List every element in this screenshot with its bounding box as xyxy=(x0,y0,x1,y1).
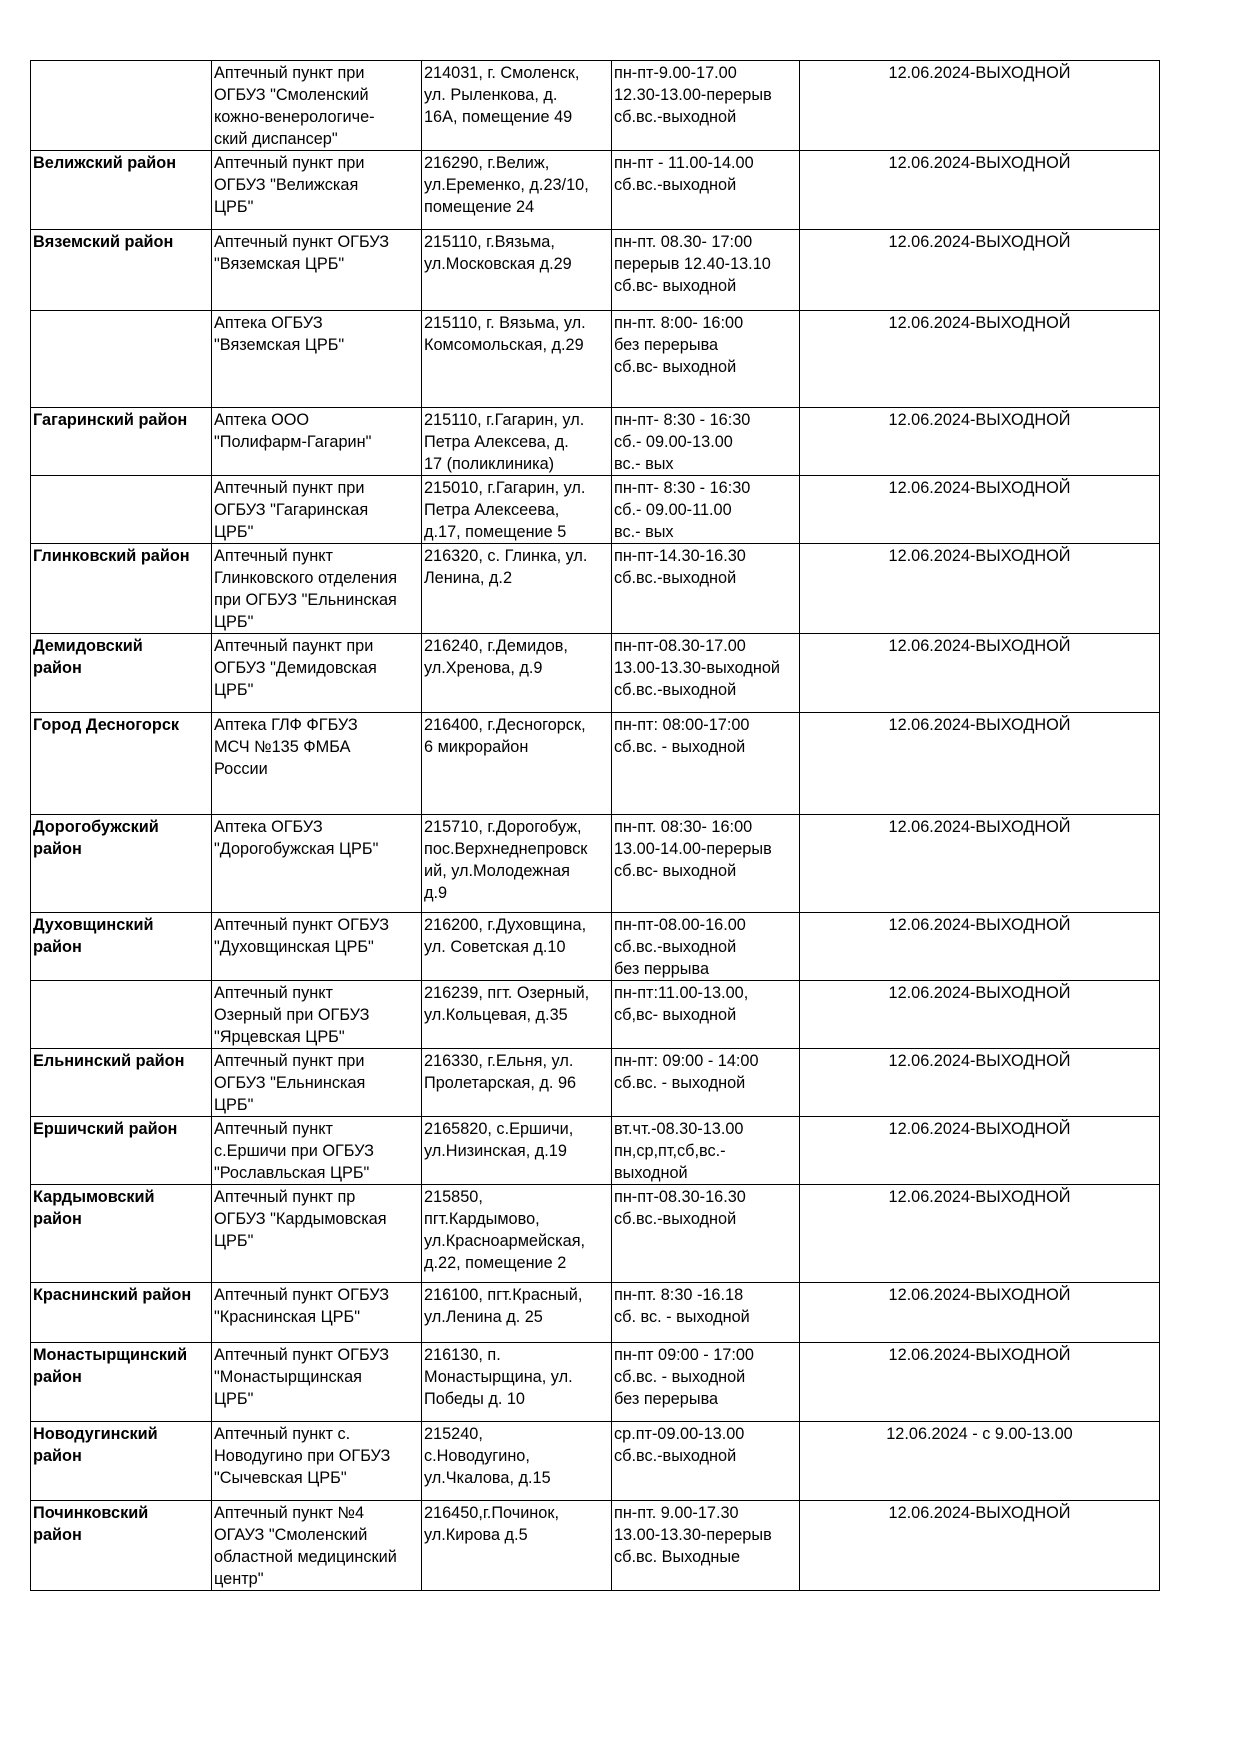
district-cell xyxy=(31,1343,212,1422)
district-text: Гагаринский район xyxy=(33,411,188,429)
pharmacy-name-text: Аптечный пункт ОГБУЗ "Монастырщинская ЦРБ" xyxy=(214,1346,390,1408)
holiday-note-cell xyxy=(800,1422,1160,1501)
pharmacy-name-text: Аптечный пункт ОГБУЗ "Краснинская ЦРБ" xyxy=(214,1286,390,1326)
table-row xyxy=(31,1117,1160,1185)
district-text: Краснинский район xyxy=(33,1286,192,1304)
holiday-note-text: 12.06.2024-ВЫХОДНОЙ xyxy=(888,154,1071,172)
holiday-note-text: 12.06.2024 - с 9.00-13.00 xyxy=(886,1425,1073,1443)
pharmacy-name-cell xyxy=(212,981,422,1049)
address-cell xyxy=(422,815,612,913)
address-text: 2165820, с.Ершичи, ул.Низинская, д.19 xyxy=(424,1120,574,1160)
district-text: Духовщинский район xyxy=(33,916,154,956)
working-hours-cell xyxy=(612,981,800,1049)
holiday-note-text: 12.06.2024-ВЫХОДНОЙ xyxy=(888,984,1071,1002)
district-cell xyxy=(31,913,212,981)
pharmacy-name-text: Аптечный пункт при ОГБУЗ "Велижская ЦРБ" xyxy=(214,154,365,216)
holiday-note-cell xyxy=(800,815,1160,913)
address-cell xyxy=(422,1117,612,1185)
district-text: Починковский район xyxy=(33,1504,149,1544)
address-text: 216320, с. Глинка, ул. Ленина, д.2 xyxy=(424,547,588,587)
district-text: Кардымовский район xyxy=(33,1188,155,1228)
district-cell xyxy=(31,230,212,311)
district-cell xyxy=(31,61,212,151)
address-text: 214031, г. Смоленск, ул. Рыленкова, д. 16А, помещение 49 xyxy=(424,64,580,126)
address-text: 216239, пгт. Озерный, ул.Кольцевая, д.35 xyxy=(424,984,590,1024)
address-text: 215010, г.Гагарин, ул. Петра Алексеева, д.17, помещение 5 xyxy=(424,479,586,541)
holiday-note-text: 12.06.2024-ВЫХОДНОЙ xyxy=(888,64,1071,82)
address-text: 215110, г.Вязьма, ул.Московская д.29 xyxy=(424,233,572,273)
district-text: Велижский район xyxy=(33,154,177,172)
district-cell xyxy=(31,1501,212,1591)
working-hours-cell xyxy=(612,815,800,913)
address-cell xyxy=(422,544,612,634)
working-hours-text: пн-пт:11.00-13.00, сб,вс- выходной xyxy=(614,984,749,1024)
table-row xyxy=(31,1049,1160,1117)
holiday-note-cell xyxy=(800,230,1160,311)
pharmacy-name-text: Аптека ГЛФ ФГБУЗ МСЧ №135 ФМБА России xyxy=(214,716,358,778)
table-row xyxy=(31,230,1160,311)
pharmacy-name-cell xyxy=(212,1049,422,1117)
holiday-note-cell xyxy=(800,1185,1160,1283)
holiday-note-text: 12.06.2024-ВЫХОДНОЙ xyxy=(888,916,1071,934)
holiday-note-cell xyxy=(800,408,1160,476)
district-cell xyxy=(31,476,212,544)
district-text: Ершичский район xyxy=(33,1120,178,1138)
table-row xyxy=(31,1422,1160,1501)
pharmacy-name-cell xyxy=(212,408,422,476)
address-text: 216100, пгт.Красный, ул.Ленина д. 25 xyxy=(424,1286,583,1326)
address-cell xyxy=(422,230,612,311)
pharmacy-name-text: Аптечный пункт с. Новодугино при ОГБУЗ "Сычевская ЦРБ" xyxy=(214,1425,391,1487)
district-text: Вяземский район xyxy=(33,233,174,251)
pharmacy-name-cell xyxy=(212,1501,422,1591)
working-hours-text: пн-пт - 11.00-14.00 сб.вс.-выходной xyxy=(614,154,754,194)
district-cell xyxy=(31,151,212,230)
district-cell xyxy=(31,1049,212,1117)
pharmacy-name-text: Аптечный пункт №4 ОГАУЗ "Смоленский областной медицинский центр" xyxy=(214,1504,397,1588)
table-row xyxy=(31,1501,1160,1591)
pharmacy-schedule-table xyxy=(30,60,1160,1591)
pharmacy-name-cell xyxy=(212,1422,422,1501)
address-cell xyxy=(422,1501,612,1591)
working-hours-text: пн-пт: 09:00 - 14:00 сб.вс. - выходной xyxy=(614,1052,759,1092)
working-hours-cell xyxy=(612,311,800,408)
working-hours-text: пн-пт-9.00-17.00 12.30-13.00-перерыв сб.вс.-выходной xyxy=(614,64,772,126)
address-text: 215240, с.Новодугино, ул.Чкалова, д.15 xyxy=(424,1425,551,1487)
address-text: 215110, г.Гагарин, ул. Петра Алексева, д. 17 (поликлиника) xyxy=(424,411,585,473)
pharmacy-name-cell xyxy=(212,230,422,311)
pharmacy-name-text: Аптечный пункт при ОГБУЗ "Ельнинская ЦРБ" xyxy=(214,1052,366,1114)
district-text: Новодугинский район xyxy=(33,1425,158,1465)
district-cell xyxy=(31,1422,212,1501)
working-hours-text: пн-пт-08.00-16.00 сб.вс.-выходной без перрыва xyxy=(614,916,746,978)
working-hours-cell xyxy=(612,151,800,230)
district-cell xyxy=(31,408,212,476)
pharmacy-name-text: Аптечный паункт при ОГБУЗ "Демидовская ЦРБ" xyxy=(214,637,377,699)
address-text: 216130, п. Монастырщина, ул. Победы д. 10 xyxy=(424,1346,573,1408)
address-cell xyxy=(422,61,612,151)
district-text: Город Десногорск xyxy=(33,716,180,734)
working-hours-cell xyxy=(612,634,800,713)
table-row xyxy=(31,151,1160,230)
district-cell xyxy=(31,634,212,713)
holiday-note-cell xyxy=(800,1117,1160,1185)
holiday-note-cell xyxy=(800,981,1160,1049)
table-row xyxy=(31,476,1160,544)
holiday-note-cell xyxy=(800,311,1160,408)
pharmacy-name-cell xyxy=(212,151,422,230)
pharmacy-name-cell xyxy=(212,913,422,981)
pharmacy-name-cell xyxy=(212,815,422,913)
address-text: 216450,г.Починок, ул.Кирова д.5 xyxy=(424,1504,559,1544)
holiday-note-text: 12.06.2024-ВЫХОДНОЙ xyxy=(888,1346,1071,1364)
table-row xyxy=(31,1283,1160,1343)
working-hours-cell xyxy=(612,1422,800,1501)
holiday-note-text: 12.06.2024-ВЫХОДНОЙ xyxy=(888,1052,1071,1070)
holiday-note-text: 12.06.2024-ВЫХОДНОЙ xyxy=(888,637,1071,655)
holiday-note-cell xyxy=(800,544,1160,634)
working-hours-cell xyxy=(612,61,800,151)
working-hours-text: пн-пт: 08:00-17:00 сб.вс. - выходной xyxy=(614,716,750,756)
pharmacy-name-text: Аптечный пункт ОГБУЗ "Духовщинская ЦРБ" xyxy=(214,916,390,956)
pharmacy-name-text: Аптечный пункт Глинковского отделения при ОГБУЗ "Ельнинская ЦРБ" xyxy=(214,547,398,631)
address-cell xyxy=(422,1422,612,1501)
address-cell xyxy=(422,1283,612,1343)
address-cell xyxy=(422,981,612,1049)
pharmacy-name-text: Аптечный пункт ОГБУЗ "Вяземская ЦРБ" xyxy=(214,233,390,273)
working-hours-cell xyxy=(612,1501,800,1591)
district-cell xyxy=(31,544,212,634)
district-text: Демидовский район xyxy=(33,637,143,677)
working-hours-text: пн-пт-14.30-16.30 сб.вс.-выходной xyxy=(614,547,746,587)
pharmacy-name-cell xyxy=(212,544,422,634)
pharmacy-name-text: Аптечный пункт с.Ершичи при ОГБУЗ "Рославльская ЦРБ" xyxy=(214,1120,374,1182)
address-text: 216240, г.Демидов, ул.Хренова, д.9 xyxy=(424,637,568,677)
address-cell xyxy=(422,311,612,408)
working-hours-text: пн-пт. 08:30- 16:00 13.00-14.00-перерыв сб.вс- выходной xyxy=(614,818,772,880)
pharmacy-name-cell xyxy=(212,1185,422,1283)
working-hours-cell xyxy=(612,913,800,981)
holiday-note-text: 12.06.2024-ВЫХОДНОЙ xyxy=(888,233,1071,251)
working-hours-text: пн-пт. 8:30 -16.18 сб. вс. - выходной xyxy=(614,1286,750,1326)
holiday-note-cell xyxy=(800,1049,1160,1117)
holiday-note-cell xyxy=(800,713,1160,815)
working-hours-cell xyxy=(612,1343,800,1422)
working-hours-cell xyxy=(612,544,800,634)
address-cell xyxy=(422,1049,612,1117)
pharmacy-name-text: Аптечный пункт пр ОГБУЗ "Кардымовская ЦРБ" xyxy=(214,1188,387,1250)
holiday-note-cell xyxy=(800,151,1160,230)
address-text: 216330, г.Ельня, ул. Пролетарская, д. 96 xyxy=(424,1052,577,1092)
working-hours-text: пн-пт- 8:30 - 16:30 сб.- 09.00-11.00 вс.- вых xyxy=(614,479,751,541)
address-cell xyxy=(422,1343,612,1422)
holiday-note-text: 12.06.2024-ВЫХОДНОЙ xyxy=(888,547,1071,565)
working-hours-text: пн-пт. 9.00-17.30 13.00-13.30-перерыв сб.вс. Выходные xyxy=(614,1504,772,1566)
working-hours-text: пн-пт-08.30-16.30 сб.вс.-выходной xyxy=(614,1188,746,1228)
district-text: Ельнинский район xyxy=(33,1052,185,1070)
holiday-note-cell xyxy=(800,61,1160,151)
district-cell xyxy=(31,815,212,913)
address-cell xyxy=(422,913,612,981)
address-cell xyxy=(422,476,612,544)
district-text: Дорогобужский район xyxy=(33,818,159,858)
working-hours-cell xyxy=(612,408,800,476)
table-row xyxy=(31,1343,1160,1422)
working-hours-cell xyxy=(612,1049,800,1117)
table-row xyxy=(31,61,1160,151)
address-text: 216290, г.Велиж, ул.Еременко, д.23/10, помещение 24 xyxy=(424,154,589,216)
address-text: 215710, г.Дорогобуж, пос.Верхнеднепровск ий, ул.Молодежная д.9 xyxy=(424,818,588,902)
address-cell xyxy=(422,634,612,713)
working-hours-cell xyxy=(612,1185,800,1283)
pharmacy-name-text: Аптечный пункт при ОГБУЗ "Смоленский кожно-венерологиче- ский диспансер" xyxy=(214,64,375,148)
holiday-note-text: 12.06.2024-ВЫХОДНОЙ xyxy=(888,1188,1071,1206)
holiday-note-cell xyxy=(800,913,1160,981)
pharmacy-name-cell xyxy=(212,311,422,408)
working-hours-text: пн-пт 09:00 - 17:00 сб.вс. - выходной без перерыва xyxy=(614,1346,754,1408)
working-hours-cell xyxy=(612,1283,800,1343)
holiday-note-cell xyxy=(800,1283,1160,1343)
working-hours-text: вт.чт.-08.30-13.00 пн,ср,пт,сб,вс.- выходной xyxy=(614,1120,744,1182)
pharmacy-name-cell xyxy=(212,1343,422,1422)
pharmacy-name-cell xyxy=(212,61,422,151)
address-text: 215110, г. Вязьма, ул. Комсомольская, д.29 xyxy=(424,314,586,354)
district-text: Глинковский район xyxy=(33,547,190,565)
holiday-note-text: 12.06.2024-ВЫХОДНОЙ xyxy=(888,1120,1071,1138)
pharmacy-name-cell xyxy=(212,1117,422,1185)
working-hours-cell xyxy=(612,476,800,544)
table-row xyxy=(31,815,1160,913)
address-text: 216400, г.Десногорск, 6 микрорайон xyxy=(424,716,586,756)
holiday-note-cell xyxy=(800,1501,1160,1591)
address-cell xyxy=(422,151,612,230)
pharmacy-name-cell xyxy=(212,476,422,544)
table-row xyxy=(31,311,1160,408)
pharmacy-name-cell xyxy=(212,713,422,815)
pharmacy-name-text: Аптечный пункт Озерный при ОГБУЗ "Ярцевская ЦРБ" xyxy=(214,984,370,1046)
address-text: 216200, г.Духовщина, ул. Советская д.10 xyxy=(424,916,587,956)
table-row xyxy=(31,634,1160,713)
working-hours-cell xyxy=(612,230,800,311)
pharmacy-name-cell xyxy=(212,634,422,713)
pharmacy-name-text: Аптека ОГБУЗ "Дорогобужская ЦРБ" xyxy=(214,818,379,858)
working-hours-text: пн-пт. 8:00- 16:00 без перерыва сб.вс- выходной xyxy=(614,314,744,376)
holiday-note-text: 12.06.2024-ВЫХОДНОЙ xyxy=(888,1504,1071,1522)
district-text: Монастырщинский район xyxy=(33,1346,188,1386)
holiday-note-text: 12.06.2024-ВЫХОДНОЙ xyxy=(888,1286,1071,1304)
holiday-note-cell xyxy=(800,476,1160,544)
pharmacy-name-text: Аптека ООО "Полифарм-Гагарин" xyxy=(214,411,372,451)
pharmacy-name-text: Аптечный пункт при ОГБУЗ "Гагаринская ЦРБ" xyxy=(214,479,369,541)
pharmacy-name-cell xyxy=(212,1283,422,1343)
holiday-note-text: 12.06.2024-ВЫХОДНОЙ xyxy=(888,411,1071,429)
district-cell xyxy=(31,1185,212,1283)
holiday-note-text: 12.06.2024-ВЫХОДНОЙ xyxy=(888,479,1071,497)
district-cell xyxy=(31,1117,212,1185)
district-cell xyxy=(31,981,212,1049)
holiday-note-cell xyxy=(800,634,1160,713)
holiday-note-text: 12.06.2024-ВЫХОДНОЙ xyxy=(888,314,1071,332)
district-cell xyxy=(31,1283,212,1343)
address-cell xyxy=(422,1185,612,1283)
pharmacy-name-text: Аптека ОГБУЗ "Вяземская ЦРБ" xyxy=(214,314,345,354)
working-hours-text: ср.пт-09.00-13.00 сб.вс.-выходной xyxy=(614,1425,745,1465)
working-hours-text: пн-пт- 8:30 - 16:30 сб.- 09.00-13.00 вс.- вых xyxy=(614,411,751,473)
working-hours-cell xyxy=(612,1117,800,1185)
holiday-note-cell xyxy=(800,1343,1160,1422)
table-row xyxy=(31,981,1160,1049)
table-row xyxy=(31,544,1160,634)
address-cell xyxy=(422,713,612,815)
table-row xyxy=(31,713,1160,815)
district-cell xyxy=(31,713,212,815)
address-cell xyxy=(422,408,612,476)
district-cell xyxy=(31,311,212,408)
holiday-note-text: 12.06.2024-ВЫХОДНОЙ xyxy=(888,716,1071,734)
working-hours-cell xyxy=(612,713,800,815)
working-hours-text: пн-пт-08.30-17.00 13.00-13.30-выходной сб.вс.-выходной xyxy=(614,637,780,699)
table-row xyxy=(31,408,1160,476)
address-text: 215850, пгт.Кардымово, ул.Красноармейская, д.22, помещение 2 xyxy=(424,1188,586,1272)
working-hours-text: пн-пт. 08.30- 17:00 перерыв 12.40-13.10 сб.вс- выходной xyxy=(614,233,771,295)
table-row xyxy=(31,1185,1160,1283)
table-row xyxy=(31,913,1160,981)
holiday-note-text: 12.06.2024-ВЫХОДНОЙ xyxy=(888,818,1071,836)
